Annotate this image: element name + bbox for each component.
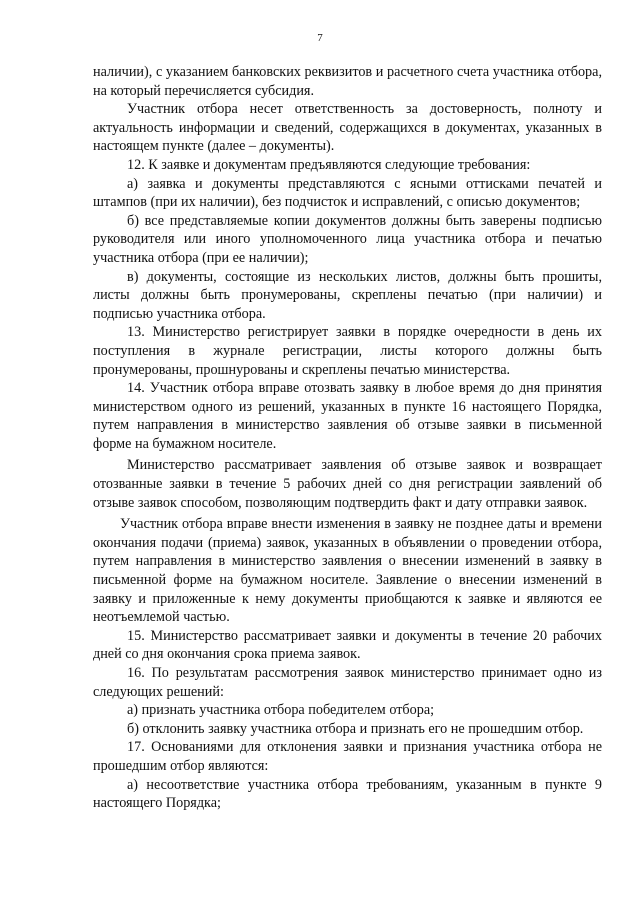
clause-13: 13. Министерство регистрирует заявки в порядке очередности в день их поступления в журнале регистрации, листы которого должны быть пронумерованы, прошнурованы и скреплены печатью министерства.: [93, 324, 602, 378]
clause-16-item-b: б) отклонить заявку участника отбора и признать его не прошедшим отбор.: [127, 720, 584, 737]
document-body: [93, 63, 602, 813]
clause-17-item-a: а) несоответствие участника отбора требованиям, указанным в пункте 9 настоящего Порядка;: [93, 776, 602, 812]
clause-17: 17. Основаниями для отклонения заявки и признания участника отбора не прошедшим отбор являются:: [93, 739, 602, 774]
clause-15: 15. Министерство рассматривает заявки и документы в течение 20 рабочих дней со дня окончания срока приема заявок.: [93, 627, 602, 663]
clause-12-item-b: б) все представляемые копии документов должны быть заверены подписью руководителя или иного уполномоченного лица участника отбора и печатью участника отбора (при ее наличии);: [93, 212, 602, 266]
clause-14: 14. Участник отбора вправе отозвать заявку в любое время до дня принятия министерством одного из решений, указанных в пункте 16 настоящего Порядка, путем направления в министерство заявления об отзыве заявки в письменной форме на бумажном носителе.: [93, 380, 602, 452]
paragraph-continuation: наличии), с указанием банковских реквизитов и расчетного счета участника отбора, на который перечисляется субсидия.: [93, 64, 602, 99]
clause-16-item-a: а) признать участника отбора победителем отбора;: [127, 702, 435, 719]
clause-12-item-c: в) документы, состоящие из нескольких листов, должны быть прошиты, листы должны быть пронумерованы, скреплены печатью (при наличии) и подписью участника отбора.: [93, 268, 602, 322]
paragraph-amendments: Участник отбора вправе внести изменения в заявку не позднее даты и времени окончания подачи (приема) заявок, указанных в объявлении о проведении отбора, путем направления в министерство заявления о внесении изменений в заявку в письменной форме на бумажном носителе. Заявление о внесении изменений в заявку и приложенные к нему документы приобщаются к заявке и являются ее неотъемлемой частью.: [93, 516, 602, 626]
clause-16: 16. По результатам рассмотрения заявок министерство принимает одно из следующих решений:: [93, 665, 602, 700]
clause-12-item-a: а) заявка и документы представляются с ясными оттисками печатей и штампов (при их наличии), без подчисток и исправлений, с описью документов;: [93, 175, 602, 211]
clause-12-heading: 12. К заявке и документам предъявляются следующие требования:: [127, 156, 531, 173]
paragraph-responsibility: Участник отбора несет ответственность за достоверность, полноту и актуальность информации и сведений, содержащихся в документах, указанных в настоящем пункте (далее – документы).: [93, 101, 602, 155]
page-number: 7: [317, 32, 323, 44]
paragraph-withdrawal-review: Министерство рассматривает заявления об отзыве заявок и возвращает отозванные заявки в течение 5 рабочих дней со дня регистрации заявлений об отзыве заявок способом, позволяющим подтвердить факт и дату отправки заявок.: [93, 457, 602, 511]
